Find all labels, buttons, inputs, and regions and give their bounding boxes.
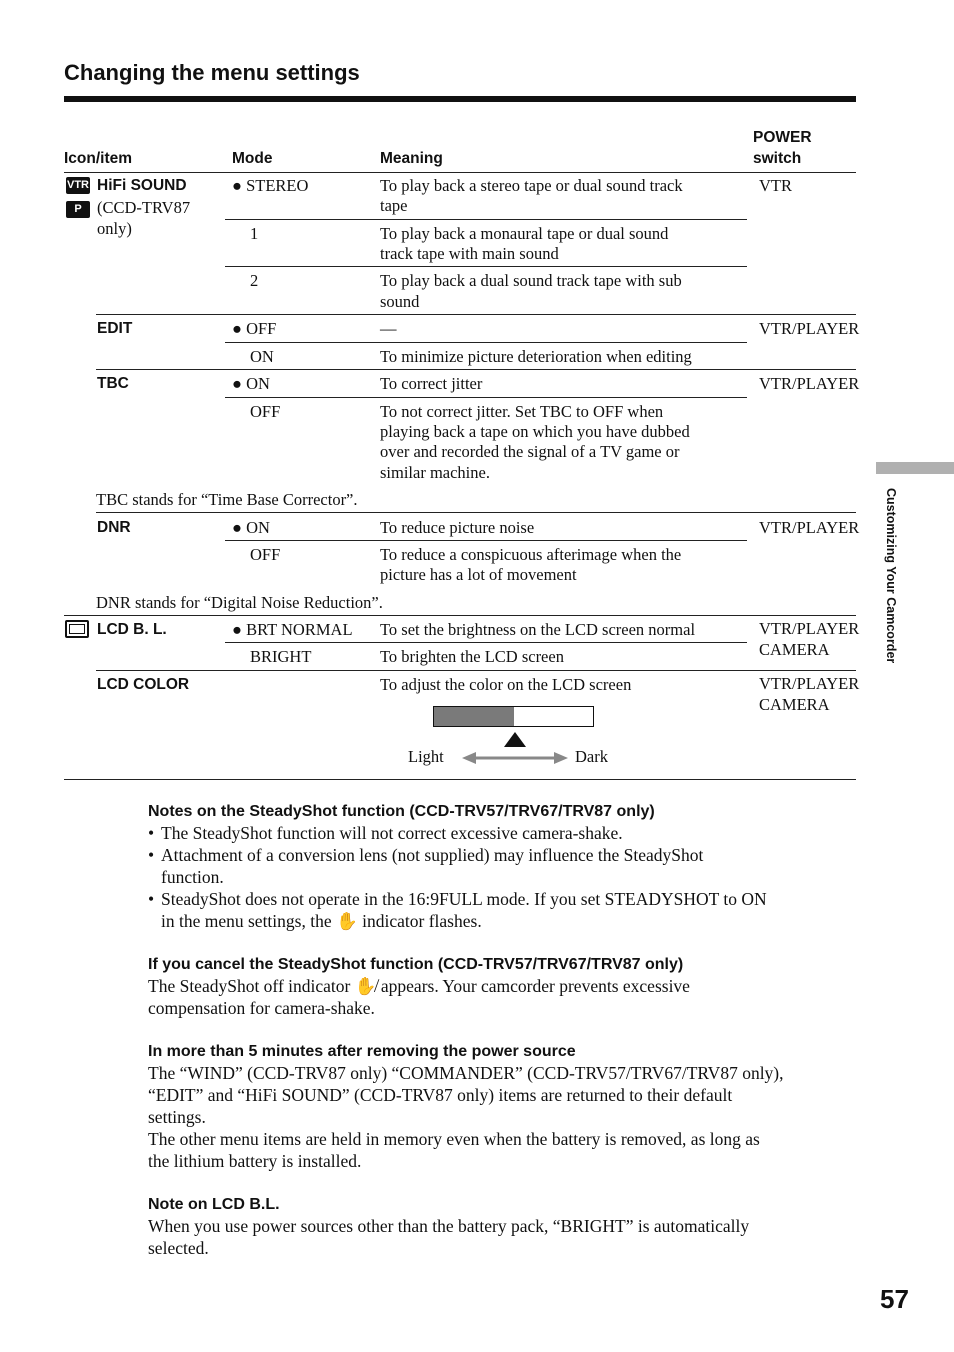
note-heading-power-source: In more than 5 minutes after removing the power source: [148, 1043, 576, 1060]
note-body: The “WIND” (CCD-TRV87 only) “COMMANDER” (CCD-TRV57/TRV67/TRV87 only), “EDIT” and “HiFi SOUND” (CCD-TRV87 only) items are returned to their default settings. The other menu items are held in memory even when the battery is removed, as long as the lithium battery is installed.: [148, 1063, 784, 1171]
vtr-mode-icon: VTR: [66, 177, 90, 194]
lcdcolor-power-1: VTR/PLAYER: [759, 674, 860, 693]
row-rule: [225, 642, 747, 643]
note-heading-cancel: If you cancel the SteadyShot function (CCD-TRV57/TRV67/TRV87 only): [148, 956, 684, 973]
hifi-meaning-1-1: To play back a monaural tape or dual sound: [380, 224, 669, 243]
row-rule: [225, 342, 747, 343]
tbc-power: VTR/PLAYER: [759, 374, 860, 393]
section-rule: [96, 512, 856, 513]
dnr-mode-on: ● ON: [232, 518, 270, 537]
tbc-meaning-off-1: To not correct jitter. Set TBC to OFF when: [380, 402, 664, 421]
page-title: Changing the menu settings: [64, 60, 360, 85]
arrow-left-icon: [462, 752, 476, 764]
note-body: When you use power sources other than the battery pack, “BRIGHT” is automatically selected.: [148, 1216, 750, 1258]
light-label: Light: [408, 747, 444, 766]
item-tbc: TBC: [97, 375, 129, 392]
item-hifi-sound: HiFi SOUND: [97, 177, 187, 194]
tbc-meaning-off-4: similar machine.: [380, 463, 490, 482]
list-item: • Attachment of a conversion lens (not supplied) may influence the SteadyShot function.: [148, 844, 860, 888]
steadyshot-hand-icon: ✋: [335, 911, 358, 931]
hifi-meaning-1-2: track tape with main sound: [380, 244, 559, 263]
hifi-power: VTR: [759, 176, 792, 195]
hifi-meaning-2-2: sound: [380, 292, 420, 311]
hifi-meaning-stereo-2: tape: [380, 196, 408, 215]
row-rule: [225, 219, 747, 220]
lcdcolor-power-2: CAMERA: [759, 695, 830, 714]
tbc-meaning-off-2: playing back a tape on which you have dubbed: [380, 422, 690, 441]
tbc-meaning-off-3: over and recorded the signal of a TV game or: [380, 442, 680, 461]
hifi-mode-2: 2: [250, 271, 259, 290]
lcdbl-mode-normal: ● BRT NORMAL: [232, 620, 353, 639]
section-rule: [64, 615, 856, 616]
tbc-mode-off: OFF: [250, 402, 281, 421]
lcd-color-bar-fill: [434, 707, 514, 726]
notes-section: [148, 801, 860, 1259]
dark-label: Dark: [575, 747, 608, 766]
dnr-footnote: DNR stands for “Digital Noise Reduction”.: [96, 593, 383, 612]
header-rule: [64, 172, 856, 173]
item-lcd-bl: LCD B. L.: [97, 621, 167, 638]
item-edit: EDIT: [97, 320, 133, 337]
title-rule: [64, 96, 856, 102]
player-mode-icon: P: [66, 201, 90, 218]
hifi-mode-stereo: ● STEREO: [232, 176, 309, 195]
section-rule: [96, 314, 856, 315]
lcdcolor-meaning: To adjust the color on the LCD screen: [380, 675, 632, 694]
section-rule: [96, 369, 856, 370]
hifi-note-line2: only): [97, 219, 132, 238]
edit-mode-on: ON: [250, 347, 274, 366]
lcdbl-power-1: VTR/PLAYER: [759, 619, 860, 638]
lcd-screen-icon: [65, 620, 89, 638]
dnr-meaning-off-2: picture has a lot of movement: [380, 565, 577, 584]
note-heading-steadyshot: Notes on the SteadyShot function (CCD-TRV57/TRV67/TRV87 only): [148, 803, 655, 820]
list-item: • SteadyShot does not operate in the 16:9FULL mode. If you set STEADYSHOT to ON in the menu settings, the ✋ indicator flashes.: [148, 888, 860, 932]
lcdbl-mode-bright: BRIGHT: [250, 647, 312, 666]
list-item: • The SteadyShot function will not correct excessive camera-shake.: [148, 822, 860, 844]
header-power-line2: switch: [753, 150, 802, 167]
hifi-meaning-2-1: To play back a dual sound track tape with sub: [380, 271, 682, 290]
lcd-color-bar: [433, 706, 594, 727]
steadyshot-off-icon: ✋̸: [354, 976, 377, 996]
hifi-meaning-stereo-1: To play back a stereo tape or dual sound track: [380, 176, 683, 195]
lcdbl-power-2: CAMERA: [759, 640, 830, 659]
item-lcd-color: LCD COLOR: [97, 676, 190, 693]
item-dnr: DNR: [97, 519, 131, 536]
header-icon-item: Icon/item: [64, 150, 133, 167]
dnr-meaning-off-1: To reduce a conspicuous afterimage when the: [380, 545, 682, 564]
row-rule: [225, 266, 747, 267]
dnr-power: VTR/PLAYER: [759, 518, 860, 537]
header-power-line1: POWER: [753, 129, 812, 146]
header-meaning: Meaning: [380, 150, 443, 167]
tbc-meaning-on: To correct jitter: [380, 374, 483, 393]
lcdbl-meaning-normal: To set the brightness on the LCD screen normal: [380, 620, 696, 639]
side-tab-label: Customizing Your Camcorder: [884, 488, 898, 664]
hifi-mode-1: 1: [250, 224, 259, 243]
tbc-mode-on: ● ON: [232, 374, 270, 393]
page-number: 57: [880, 1284, 909, 1314]
note-body: The SteadyShot off indicator ✋̸ appears. Your camcorder prevents excessive compensation for camera-shake.: [148, 976, 690, 1018]
row-rule: [225, 397, 747, 398]
arrow-right-icon: [554, 752, 568, 764]
tbc-footnote: TBC stands for “Time Base Corrector”.: [96, 490, 358, 509]
row-rule: [225, 540, 747, 541]
dnr-meaning-on: To reduce picture noise: [380, 518, 535, 537]
edit-meaning-off: —: [380, 319, 397, 338]
header-mode: Mode: [232, 150, 273, 167]
bar-pointer-icon: [504, 732, 526, 747]
edit-power: VTR/PLAYER: [759, 319, 860, 338]
section-rule: [96, 670, 856, 671]
edit-mode-off: ● OFF: [232, 319, 277, 338]
note-heading-lcd-bl: Note on LCD B.L.: [148, 1196, 280, 1213]
hifi-note-line1: (CCD-TRV87: [97, 198, 191, 217]
lcdbl-meaning-bright: To brighten the LCD screen: [380, 647, 564, 666]
edit-meaning-on: To minimize picture deterioration when editing: [380, 347, 692, 366]
side-tab-marker: [876, 462, 954, 474]
table-bottom-rule: [64, 779, 856, 780]
dnr-mode-off: OFF: [250, 545, 281, 564]
